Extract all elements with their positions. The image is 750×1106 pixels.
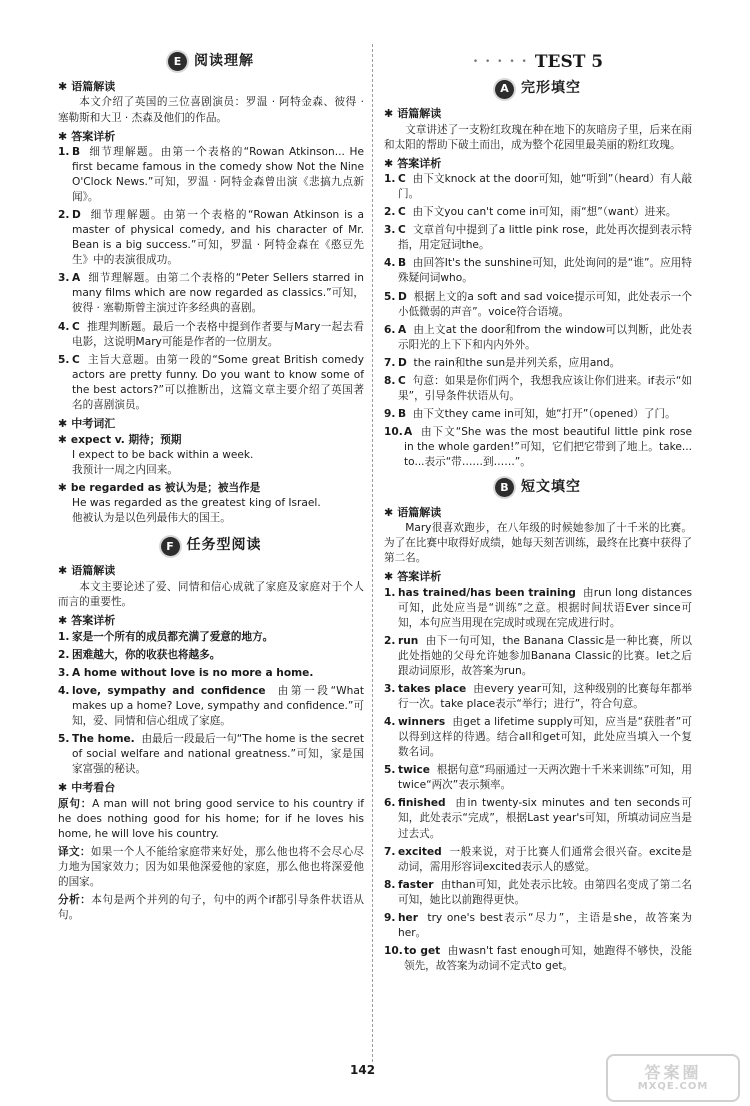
star-icon: ✱ xyxy=(58,129,68,143)
original-sentence: 原句：A man will not bring good service to his country if he does nothing good for his home; for if he loves his home, he will love his country. xyxy=(58,797,365,840)
subheading: ✱ 语篇解读 xyxy=(58,564,116,578)
passage-summary: 本文主要论述了爱、同情和信心成就了家庭及家庭对于个人而言的重要性。 xyxy=(58,580,364,608)
star-icon: ✱ xyxy=(58,780,68,794)
section-title-e: 阅读理解 xyxy=(194,53,254,69)
passage-summary: 本文介绍了英国的三位喜剧演员：罗温 · 阿特金森、彼得 · 塞勒斯和大卫 · 杰森及他们的作品。 xyxy=(58,96,364,124)
analysis: 分析：本句是两个并列的句子，句中的两个if都引导条件状语从句。 xyxy=(58,893,365,921)
star-icon: ✱ xyxy=(58,564,68,578)
answer-item: 8. C 句意：如果是你们两个，我想我应该让你们进来。if表示“如果”，引导条件状语从句。 xyxy=(384,374,692,402)
answer-item: 6. A 由上文at the door和from the window可以判断，此处表示阳光的上下下和内内外外。 xyxy=(384,323,692,351)
section-badge-b: B xyxy=(495,478,514,497)
decorative-dots: • • • • • xyxy=(472,56,529,67)
section-b-header xyxy=(384,478,692,498)
test-header xyxy=(384,50,692,74)
left-column xyxy=(58,50,364,926)
answer-item: 9. B 由下文they came in可知，她“打开”（opened）了门。 xyxy=(384,407,676,420)
section-badge-a: A xyxy=(495,80,514,99)
star-icon: ✱ xyxy=(58,79,68,93)
answer-list-a xyxy=(384,172,692,470)
subheading: ✱ 语篇解读 xyxy=(58,79,116,93)
answer-list-b xyxy=(384,586,692,974)
answer-list-f xyxy=(58,630,364,777)
answer-item: 3. A 细节理解题。由第二个表格的“Peter Sellers starred in many films which are now regarded as classics.”可知，彼得 · 塞勒斯曾主演过许多经典的喜剧。 xyxy=(58,272,364,315)
vocab-entry: ✱ expect v. 期待；预期 I expect to be back within a week. 我预计一周之内回来。 xyxy=(58,434,254,477)
answer-item: 1. B 细节理解题。由第一个表格的“Rowan Atkinson... He first became famous in the comedy show Not the Nine O'Clock News.”可知，罗温 · 阿特金森曾出演《悲搞九点新闻》。 xyxy=(58,146,364,204)
star-icon: ✱ xyxy=(58,614,68,628)
section-title-a: 完形填空 xyxy=(521,80,581,97)
asterisk-icon: ✱ xyxy=(58,434,67,447)
vocab-entry: ✱ be regarded as 被认为是；被当作是 He was regarded as the greatest king of Israel. 他被认为是以色列最伟大的国王。 xyxy=(58,482,321,525)
answer-item: 2. C 由下文you can't come in可知，雨“想”（want）进来。 xyxy=(384,206,677,219)
passage-summary: 文章讲述了一支粉红玫瑰在种在地下的灰暗房子里，后来在雨和太阳的帮助下破土而出，成为整个花园里最美丽的粉红玫瑰。 xyxy=(384,123,692,151)
answer-item: 4. winners 由get a lifetime supply可知，应当是“获胜者”可以得到这样的待遇。结合all和get可知，此处应当填入一个复数名词。 xyxy=(384,716,692,759)
answer-item: 7. excited 一般来说，对于比赛人们通常会很兴奋。excite是动词，需用形容词excited表示人的感觉。 xyxy=(384,845,692,873)
subheading: ✱ 语篇解读 xyxy=(384,107,442,120)
watermark-url: MXQE.COM xyxy=(637,1081,709,1093)
answer-item: 2. 困难越大，你的收获也将越多。 xyxy=(58,648,221,661)
column-divider xyxy=(372,44,373,1062)
section-badge-e: E xyxy=(168,52,187,71)
answer-item: 8. faster 由than可知，此处表示比较。由第四名变成了第二名可知，她比以前跑得更快。 xyxy=(384,878,692,906)
answer-item: 5. C 主旨大意题。由第一段的“Some great British comedy actors are pretty funny. Do you want to know some of the best actors?”可以推断出，这篇文章主要介绍了英国著名的喜剧演员。 xyxy=(58,353,364,411)
section-e-header xyxy=(58,52,364,72)
translation: 译文：如果一个人不能给家庭带来好处，那么他也将不会尽心尽力地为国家效力；因为如果他深爱他的家庭，那么他也将深爱他的国家。 xyxy=(58,845,365,888)
answer-item: 4. B 由回答It's the sunshine可知，此处询问的是“谁”。应用特殊疑问词who。 xyxy=(384,257,692,285)
star-icon: ✱ xyxy=(384,570,394,584)
star-icon: ✱ xyxy=(58,416,68,430)
answer-item: 5. twice 根据句意“玛丽通过一天两次跑十千米来训练”可知，用twice“两次”表示频率。 xyxy=(384,764,692,792)
watermark-text: 答案圈 xyxy=(644,1062,702,1082)
section-title-f: 任务型阅读 xyxy=(186,537,262,554)
answer-item: 10. A 由下文“She was the most beautiful little pink rose in the whole garden!”可知，它们把它带到了地上。take... to...表示“带……到……”。 xyxy=(384,425,692,468)
subheading: ✱ 答案详析 xyxy=(58,614,116,628)
answer-item: 10. to get 由wasn't fast enough可知，她跑得不够快，没能领先，故答案为动词不定式to get。 xyxy=(384,944,692,972)
star-icon: ✱ xyxy=(384,156,394,170)
section-f-header xyxy=(58,536,364,556)
answer-item: 5. The home. 由最后一段最后一句“The home is the secret of social welfare and national greatness.”可知，家是国家富强的秘诀。 xyxy=(58,732,365,775)
section-badge-f: F xyxy=(161,537,180,556)
subheading: ✱ 语篇解读 xyxy=(384,505,442,519)
answer-item: 3. takes place 由every year可知，这种级别的比赛每年都举行一次。take place表示“举行；进行”，符合句意。 xyxy=(384,683,692,711)
answer-item: 7. D the rain和the sun是并列关系，应用and。 xyxy=(384,356,621,369)
section-title-b: 短文填空 xyxy=(521,478,581,495)
star-icon: ✱ xyxy=(384,505,394,519)
answer-item: 2. D 细节理解题。由第一个表格的“Rowan Atkinson is a master of physical comedy, and his character of Mr. Bean is a big success.”可知，罗温 · 阿特金森在《憨豆先生》中的表演很成功。 xyxy=(58,209,364,267)
watermark-logo xyxy=(606,1054,740,1102)
right-column xyxy=(384,50,692,977)
answer-item: 3. A home without love is no more a home. xyxy=(58,666,314,679)
subheading: ✱ 答案详析 xyxy=(384,570,442,584)
section-a-header xyxy=(384,79,692,99)
answer-item: 1. has trained/has been training 由run long distances可知，此处应当是“训练”之意。根据时间状语Ever since可知，本句应当用现在完成时或现在完成进行时。 xyxy=(384,587,693,630)
answer-item: 4. love, sympathy and confidence 由第一段“What makes up a home? Love, sympathy and confidence.”可知，爱、同情和信心组成了家庭。 xyxy=(58,684,364,727)
answer-item: 9. her try one's best表示“尽力”，主语是she，故答案为her。 xyxy=(384,911,692,939)
answer-list-e xyxy=(58,145,364,413)
answer-item: 1. 家是一个所有的成员都充满了爱意的地方。 xyxy=(58,630,274,643)
answer-item: 1. C 由下文knock at the door可知，她“听到”（heard）有人敲门。 xyxy=(384,173,692,201)
page-number: 142 xyxy=(350,1063,376,1077)
answer-item: 4. C 推理判断题。最后一个表格中提到作者要与Mary一起去看电影，这说明Mary可能是作者的一位朋友。 xyxy=(58,320,364,348)
passage-summary: Mary很喜欢跑步，在八年级的时候她参加了十千米的比赛。为了在比赛中取得好成绩，她每天刻苦训练，最终在比赛中获得了第二名。 xyxy=(384,522,692,565)
answer-item: 3. C 文章首句中提到了a little pink rose，此处再次提到表示特指，用定冠词the。 xyxy=(384,224,692,252)
answer-item: 6. finished 由in twenty-six minutes and ten seconds可知，此处表示“完成”，根据Last year's可知，所填动词应当是过去式。 xyxy=(384,797,692,840)
star-icon: ✱ xyxy=(384,107,394,120)
subheading: ✱ 答案详析 xyxy=(58,129,116,143)
test-title: TEST 5 xyxy=(534,52,604,72)
asterisk-icon: ✱ xyxy=(58,482,67,495)
answer-item: 5. D 根据上文的a soft and sad voice提示可知，此处表示一个小低微弱的声音”。voice符合语境。 xyxy=(384,290,692,318)
answer-item: 2. run 由下一句可知，the Banana Classic是一种比赛，所以此处指她的父母允许她参加Banana Classic的比赛。let之后跟动词原形，故答案为run。 xyxy=(384,635,692,678)
subheading: ✱ 中考词汇 xyxy=(58,416,116,430)
subheading: ✱ 答案详析 xyxy=(384,156,442,170)
subheading: ✱ 中考看台 xyxy=(58,780,116,794)
